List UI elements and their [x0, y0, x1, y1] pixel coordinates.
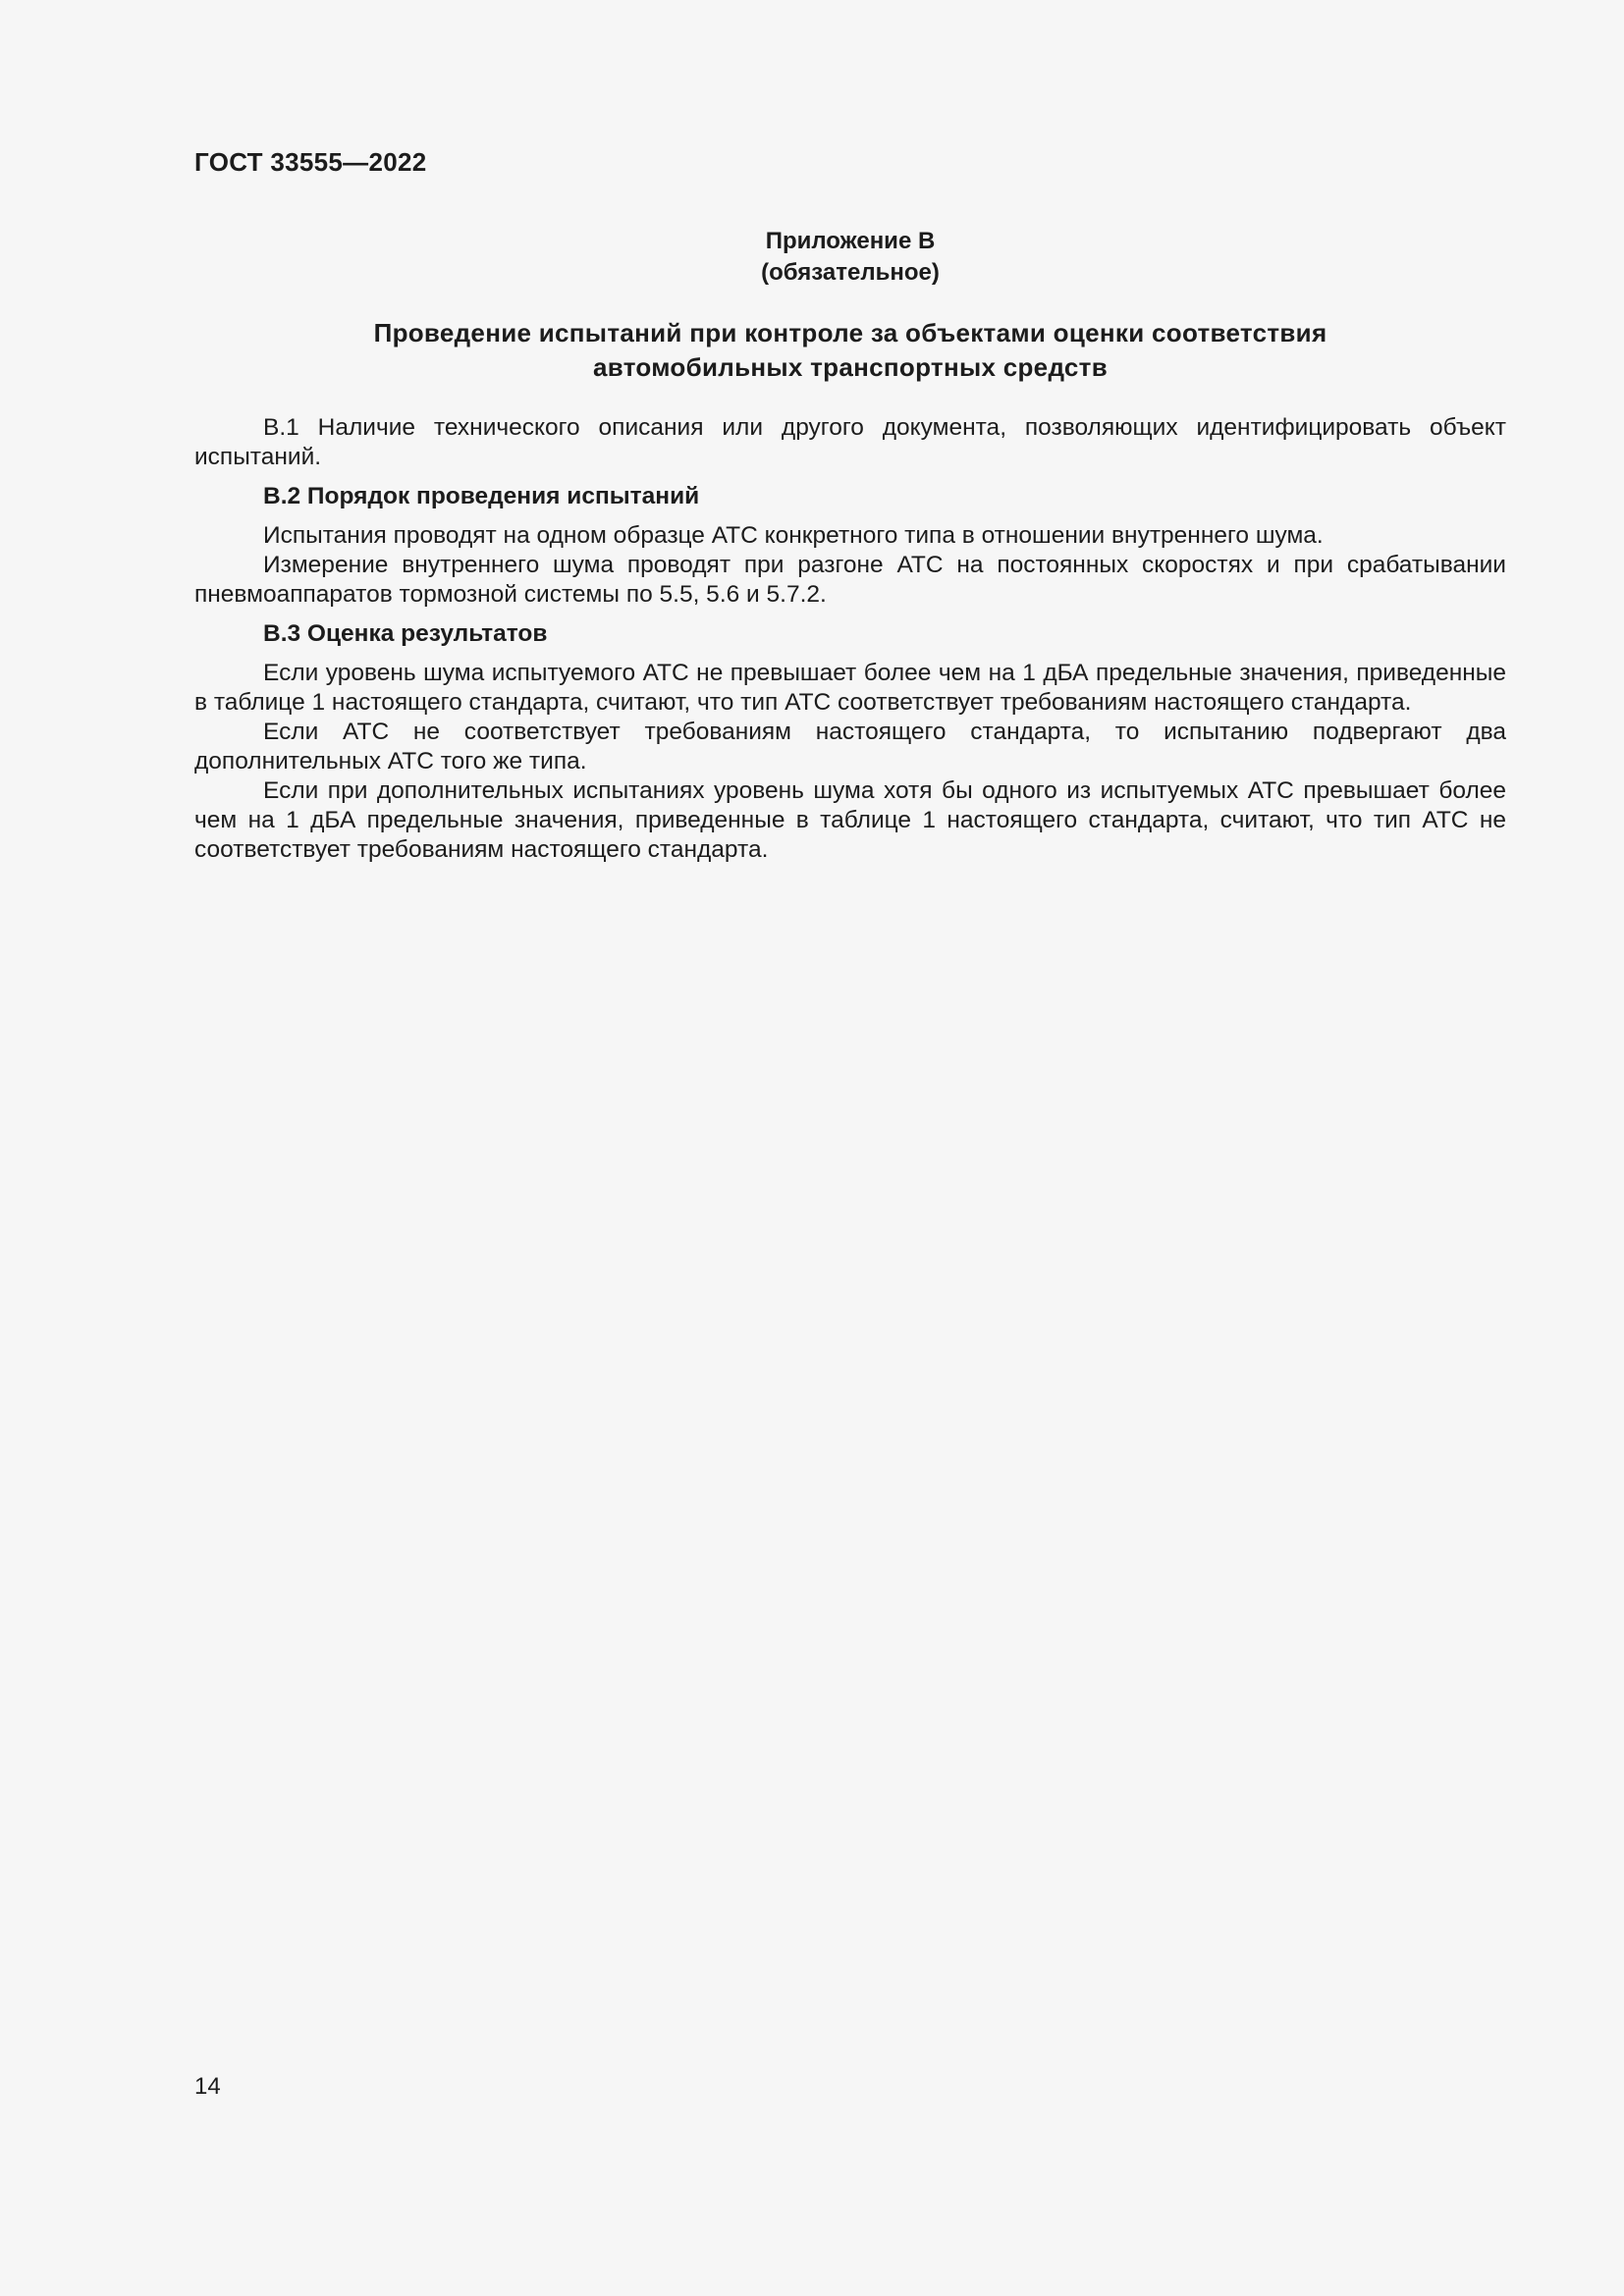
section-b2-paragraph-2: Измерение внутреннего шума проводят при разгоне АТС на постоянных скоростях и при срабатывании пневмоаппаратов тормозной системы по 5.5, 5.6 и 5.7.2.: [194, 552, 1506, 608]
appendix-heading: [194, 226, 1506, 289]
section-b3-paragraph-2: Если АТС не соответствует требованиям настоящего стандарта, то испытанию подвергают два дополнительных АТС того же типа.: [194, 719, 1506, 774]
document-body: [194, 413, 1506, 865]
section-b2-heading: В.2 Порядок проведения испытаний: [263, 483, 700, 509]
section-b1-paragraph: В.1 Наличие технического описания или другого документа, позволяющих идентифицировать объект испытаний.: [194, 414, 1506, 470]
section-b3-paragraph-3: Если при дополнительных испытаниях уровень шума хотя бы одного из испытуемых АТС превышает более чем на 1 дБА предельные значения, приведенные в таблице 1 настоящего стандарта, считают, что тип АТС не соответствует требованиям настоящего стандарта.: [194, 777, 1506, 863]
appendix-label: Приложение В: [765, 228, 936, 254]
document-code-header: ГОСТ 33555—2022: [194, 147, 427, 177]
section-b2-paragraph-1: Испытания проводят на одном образце АТС конкретного типа в отношении внутреннего шума.: [263, 522, 1324, 549]
page-number: 14: [194, 2073, 221, 2100]
appendix-title-line-2: автомобильных транспортных средств: [593, 352, 1108, 382]
section-b3-heading: В.3 Оценка результатов: [263, 620, 548, 647]
appendix-title-line-1: Проведение испытаний при контроле за объектами оценки соответствия: [373, 318, 1327, 347]
section-b3-paragraph-1: Если уровень шума испытуемого АТС не превышает более чем на 1 дБА предельные значения, приведенные в таблице 1 настоящего стандарта, считают, что тип АТС соответствует требованиям настоящего стандарта.: [194, 660, 1506, 716]
appendix-status: (обязательное): [761, 259, 940, 286]
appendix-title: [194, 316, 1506, 385]
